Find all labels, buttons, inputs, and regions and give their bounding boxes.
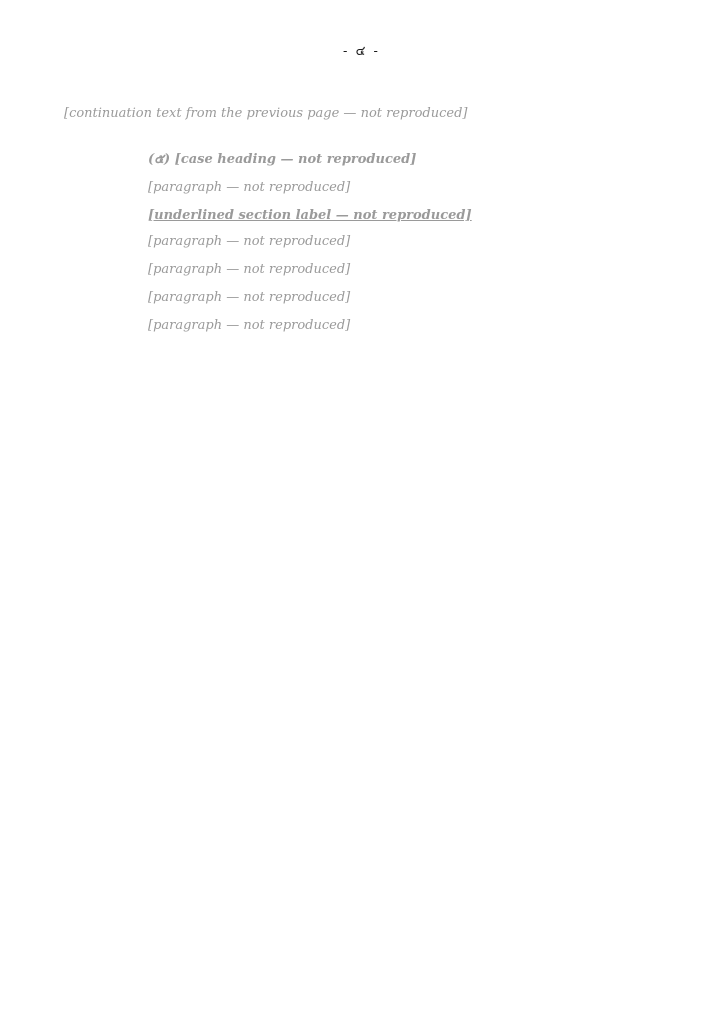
paragraph-case-background: [paragraph — not reproduced] bbox=[148, 180, 351, 195]
paragraph-4: [paragraph — not reproduced] bbox=[148, 318, 351, 333]
case-heading: (๕) [case heading — not reproduced] bbox=[148, 152, 417, 167]
paragraph-2: [paragraph — not reproduced] bbox=[148, 262, 351, 277]
paragraph-1: [paragraph — not reproduced] bbox=[148, 234, 351, 249]
paragraph-3: [paragraph — not reproduced] bbox=[148, 290, 351, 305]
paragraph-continued: [continuation text from the previous page — not reproduced] bbox=[64, 106, 468, 121]
section-label: [underlined section label — not reproduced] bbox=[148, 208, 472, 223]
page-number: - ๔ - bbox=[343, 44, 380, 59]
